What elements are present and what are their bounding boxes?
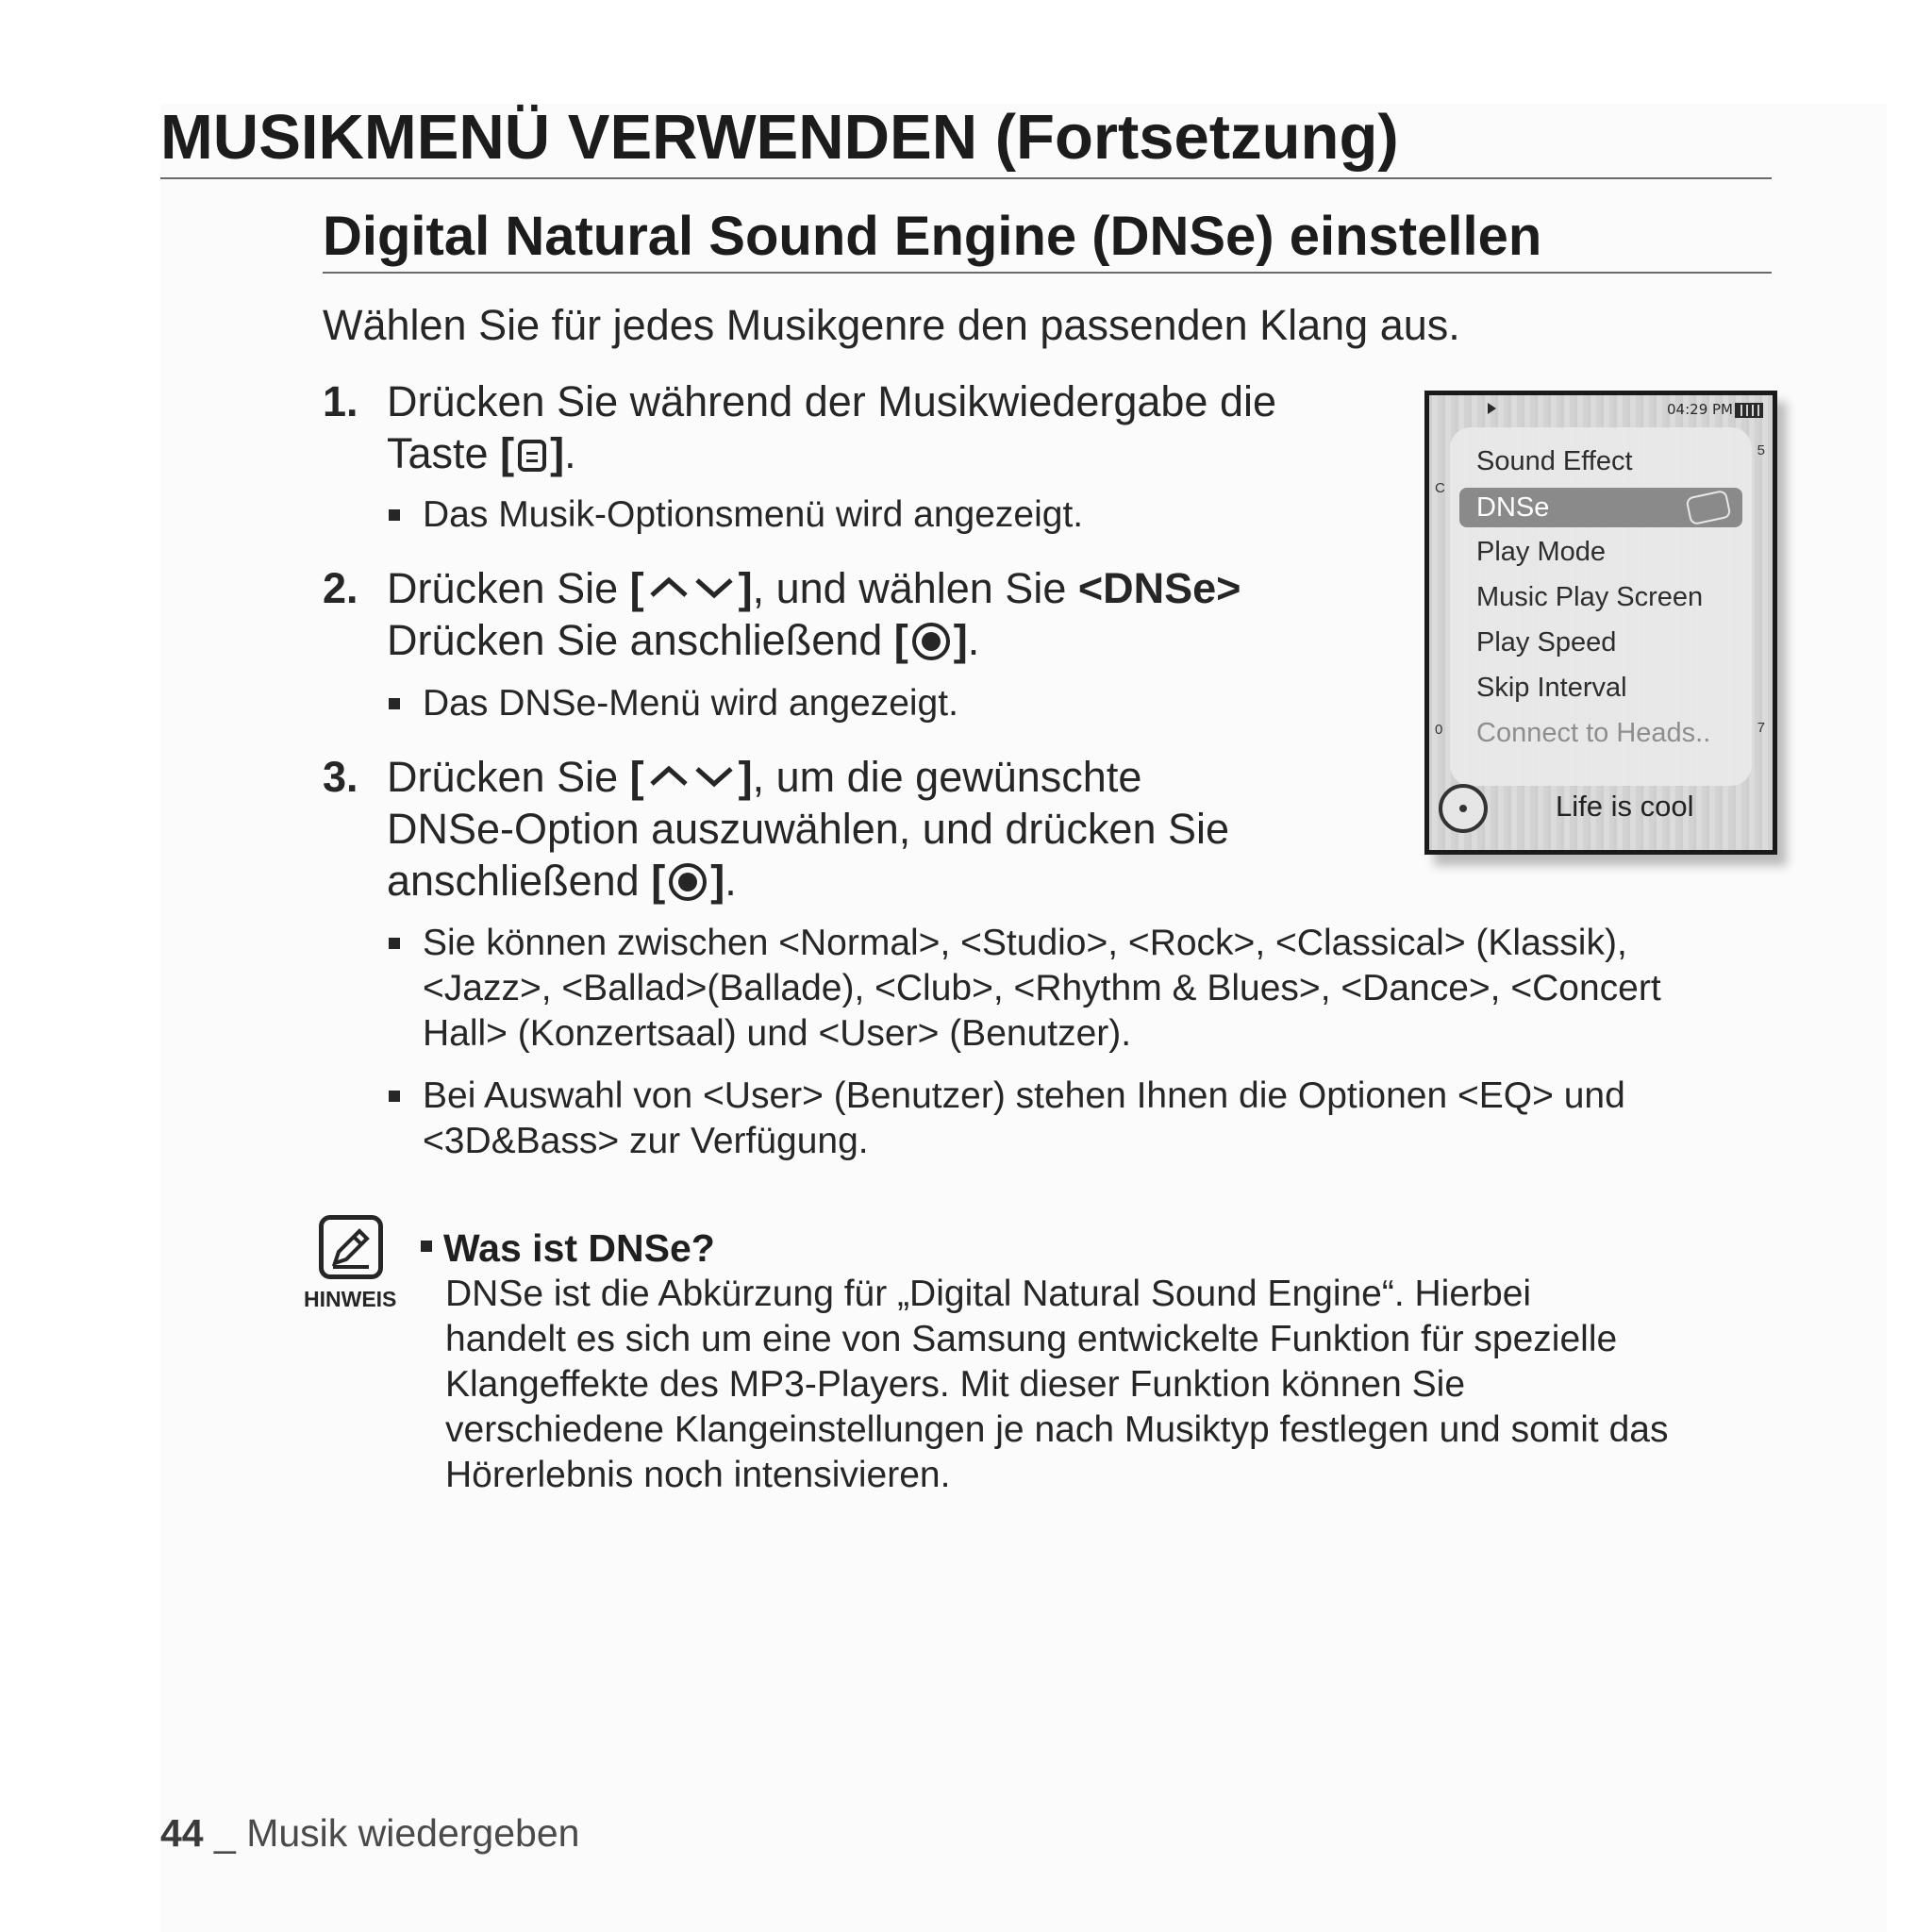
- bullet-text: Das Musik-Optionsmenü wird angezeigt.: [423, 494, 1084, 535]
- step-text: Drücken Sie: [387, 564, 630, 612]
- bracket: [: [893, 616, 908, 664]
- options-menu: [1450, 427, 1752, 786]
- selection-icon: [1685, 490, 1731, 525]
- menu-item-sound-effect[interactable]: Sound Effect: [1476, 446, 1633, 476]
- side-digit: 5: [1757, 442, 1765, 458]
- menu-item-play-mode[interactable]: Play Mode: [1476, 537, 1607, 567]
- select-button-icon: [669, 863, 707, 901]
- step-text: .: [564, 429, 576, 477]
- bracket: ]: [550, 429, 565, 477]
- bullet-square: [389, 698, 400, 709]
- menu-item-skip-interval[interactable]: Skip Interval: [1476, 673, 1627, 703]
- step-text: Drücken Sie während der Musikwiedergabe die: [387, 377, 1277, 425]
- clock: 04:29 PM: [1667, 401, 1733, 418]
- bullet-text: <Jazz>, <Ballad>(Ballade), <Club>, <Rhythm & Blues>, <Dance>, <Concert: [423, 968, 1661, 1008]
- bullet-square: [389, 1091, 400, 1102]
- side-digit: C: [1435, 480, 1445, 496]
- bracket: [: [500, 429, 515, 477]
- bullet-text: Bei Auswahl von <User> (Benutzer) stehen Ihnen die Optionen <EQ> und: [423, 1075, 1625, 1116]
- select-button-icon: [912, 623, 950, 660]
- up-down-arrow-icons: [644, 571, 739, 603]
- menu-item-music-play-screen[interactable]: Music Play Screen: [1476, 582, 1704, 612]
- step-text: Drücken Sie anschließend: [387, 616, 894, 664]
- bracket: ]: [738, 564, 753, 612]
- song-title: Life is cool: [1556, 790, 1694, 823]
- device-screen-image: [1424, 391, 1777, 855]
- bullet-text: Hall> (Konzertsaal) und <User> (Benutzer).: [423, 1013, 1132, 1054]
- step-text: , um die gewünschte: [752, 753, 1142, 801]
- play-icon: [1488, 403, 1496, 414]
- bullet-text: Das DNSe-Menü wird angezeigt.: [423, 683, 958, 724]
- note-heading: [421, 1226, 715, 1271]
- bracket: [: [629, 753, 644, 801]
- bullet-square: [389, 509, 400, 521]
- page-title: MUSIKMENÜ VERWENDEN (Fortsetzung): [160, 98, 1772, 179]
- note-heading-text: Was ist DNSe?: [443, 1226, 715, 1270]
- step-text: , und wählen Sie: [752, 564, 1078, 612]
- step-text: Drücken Sie: [387, 753, 630, 801]
- step-text: DNSe-Option auszuwählen, und drücken Sie: [387, 805, 1230, 853]
- section-title: Digital Natural Sound Engine (DNSe) einstellen: [323, 202, 1772, 274]
- footer-text: _ Musik wiedergeben: [203, 1811, 580, 1855]
- page-footer: [160, 1811, 579, 1856]
- note-label: HINWEIS: [304, 1287, 397, 1311]
- bracket: [: [629, 564, 644, 612]
- intro-text: Wählen Sie für jedes Musikgenre den passenden Klang aus.: [323, 301, 1460, 349]
- side-digit: 0: [1435, 722, 1443, 738]
- bracket: ]: [953, 616, 968, 664]
- bullet-text: Sie können zwischen <Normal>, <Studio>, <Rock>, <Classical> (Klassik),: [423, 923, 1627, 963]
- side-digit: 7: [1757, 720, 1765, 736]
- step-number: 3.: [323, 753, 358, 801]
- battery-icon: [1735, 403, 1763, 418]
- step-text: .: [724, 857, 737, 905]
- page-number: 44: [160, 1811, 204, 1855]
- note-body: [445, 1272, 1668, 1498]
- step-text: Taste: [387, 429, 501, 477]
- status-bar: [1429, 401, 1773, 422]
- bullet-square: [421, 1241, 432, 1252]
- note-line: verschiedene Klangeinstellungen je nach Musiktyp festlegen und somit das: [445, 1409, 1669, 1450]
- note-line: Hörerlebnis noch intensivieren.: [445, 1455, 951, 1495]
- option-name: <DNSe>: [1077, 564, 1241, 612]
- step-number: 2.: [323, 564, 358, 612]
- bracket: ]: [710, 857, 725, 905]
- note-line: handelt es sich um eine von Samsung entwickelte Funktion für spezielle: [445, 1319, 1618, 1359]
- bracket: ]: [738, 753, 753, 801]
- step-number: 1.: [323, 377, 358, 425]
- up-down-arrow-icons: [644, 759, 739, 791]
- menu-item-dnse[interactable]: [1459, 488, 1742, 527]
- menu-item-play-speed[interactable]: Play Speed: [1476, 627, 1617, 658]
- step-text: .: [967, 616, 980, 664]
- disc-icon: [1439, 784, 1488, 833]
- step-text: anschließend: [387, 857, 652, 905]
- bullet-square: [389, 938, 400, 949]
- note-pencil-icon: [319, 1215, 383, 1279]
- menu-item-connect-to-headset: Connect to Heads..: [1476, 718, 1711, 748]
- menu-button-icon: [518, 440, 546, 472]
- menu-item-label: DNSe: [1476, 492, 1550, 523]
- bullet-text: <3D&Bass> zur Verfügung.: [423, 1121, 869, 1161]
- bracket: [: [651, 857, 666, 905]
- note-line: Klangeffekte des MP3-Players. Mit dieser Funktion können Sie: [445, 1364, 1466, 1405]
- note-line: DNSe ist die Abkürzung für „Digital Natural Sound Engine“. Hierbei: [445, 1274, 1532, 1314]
